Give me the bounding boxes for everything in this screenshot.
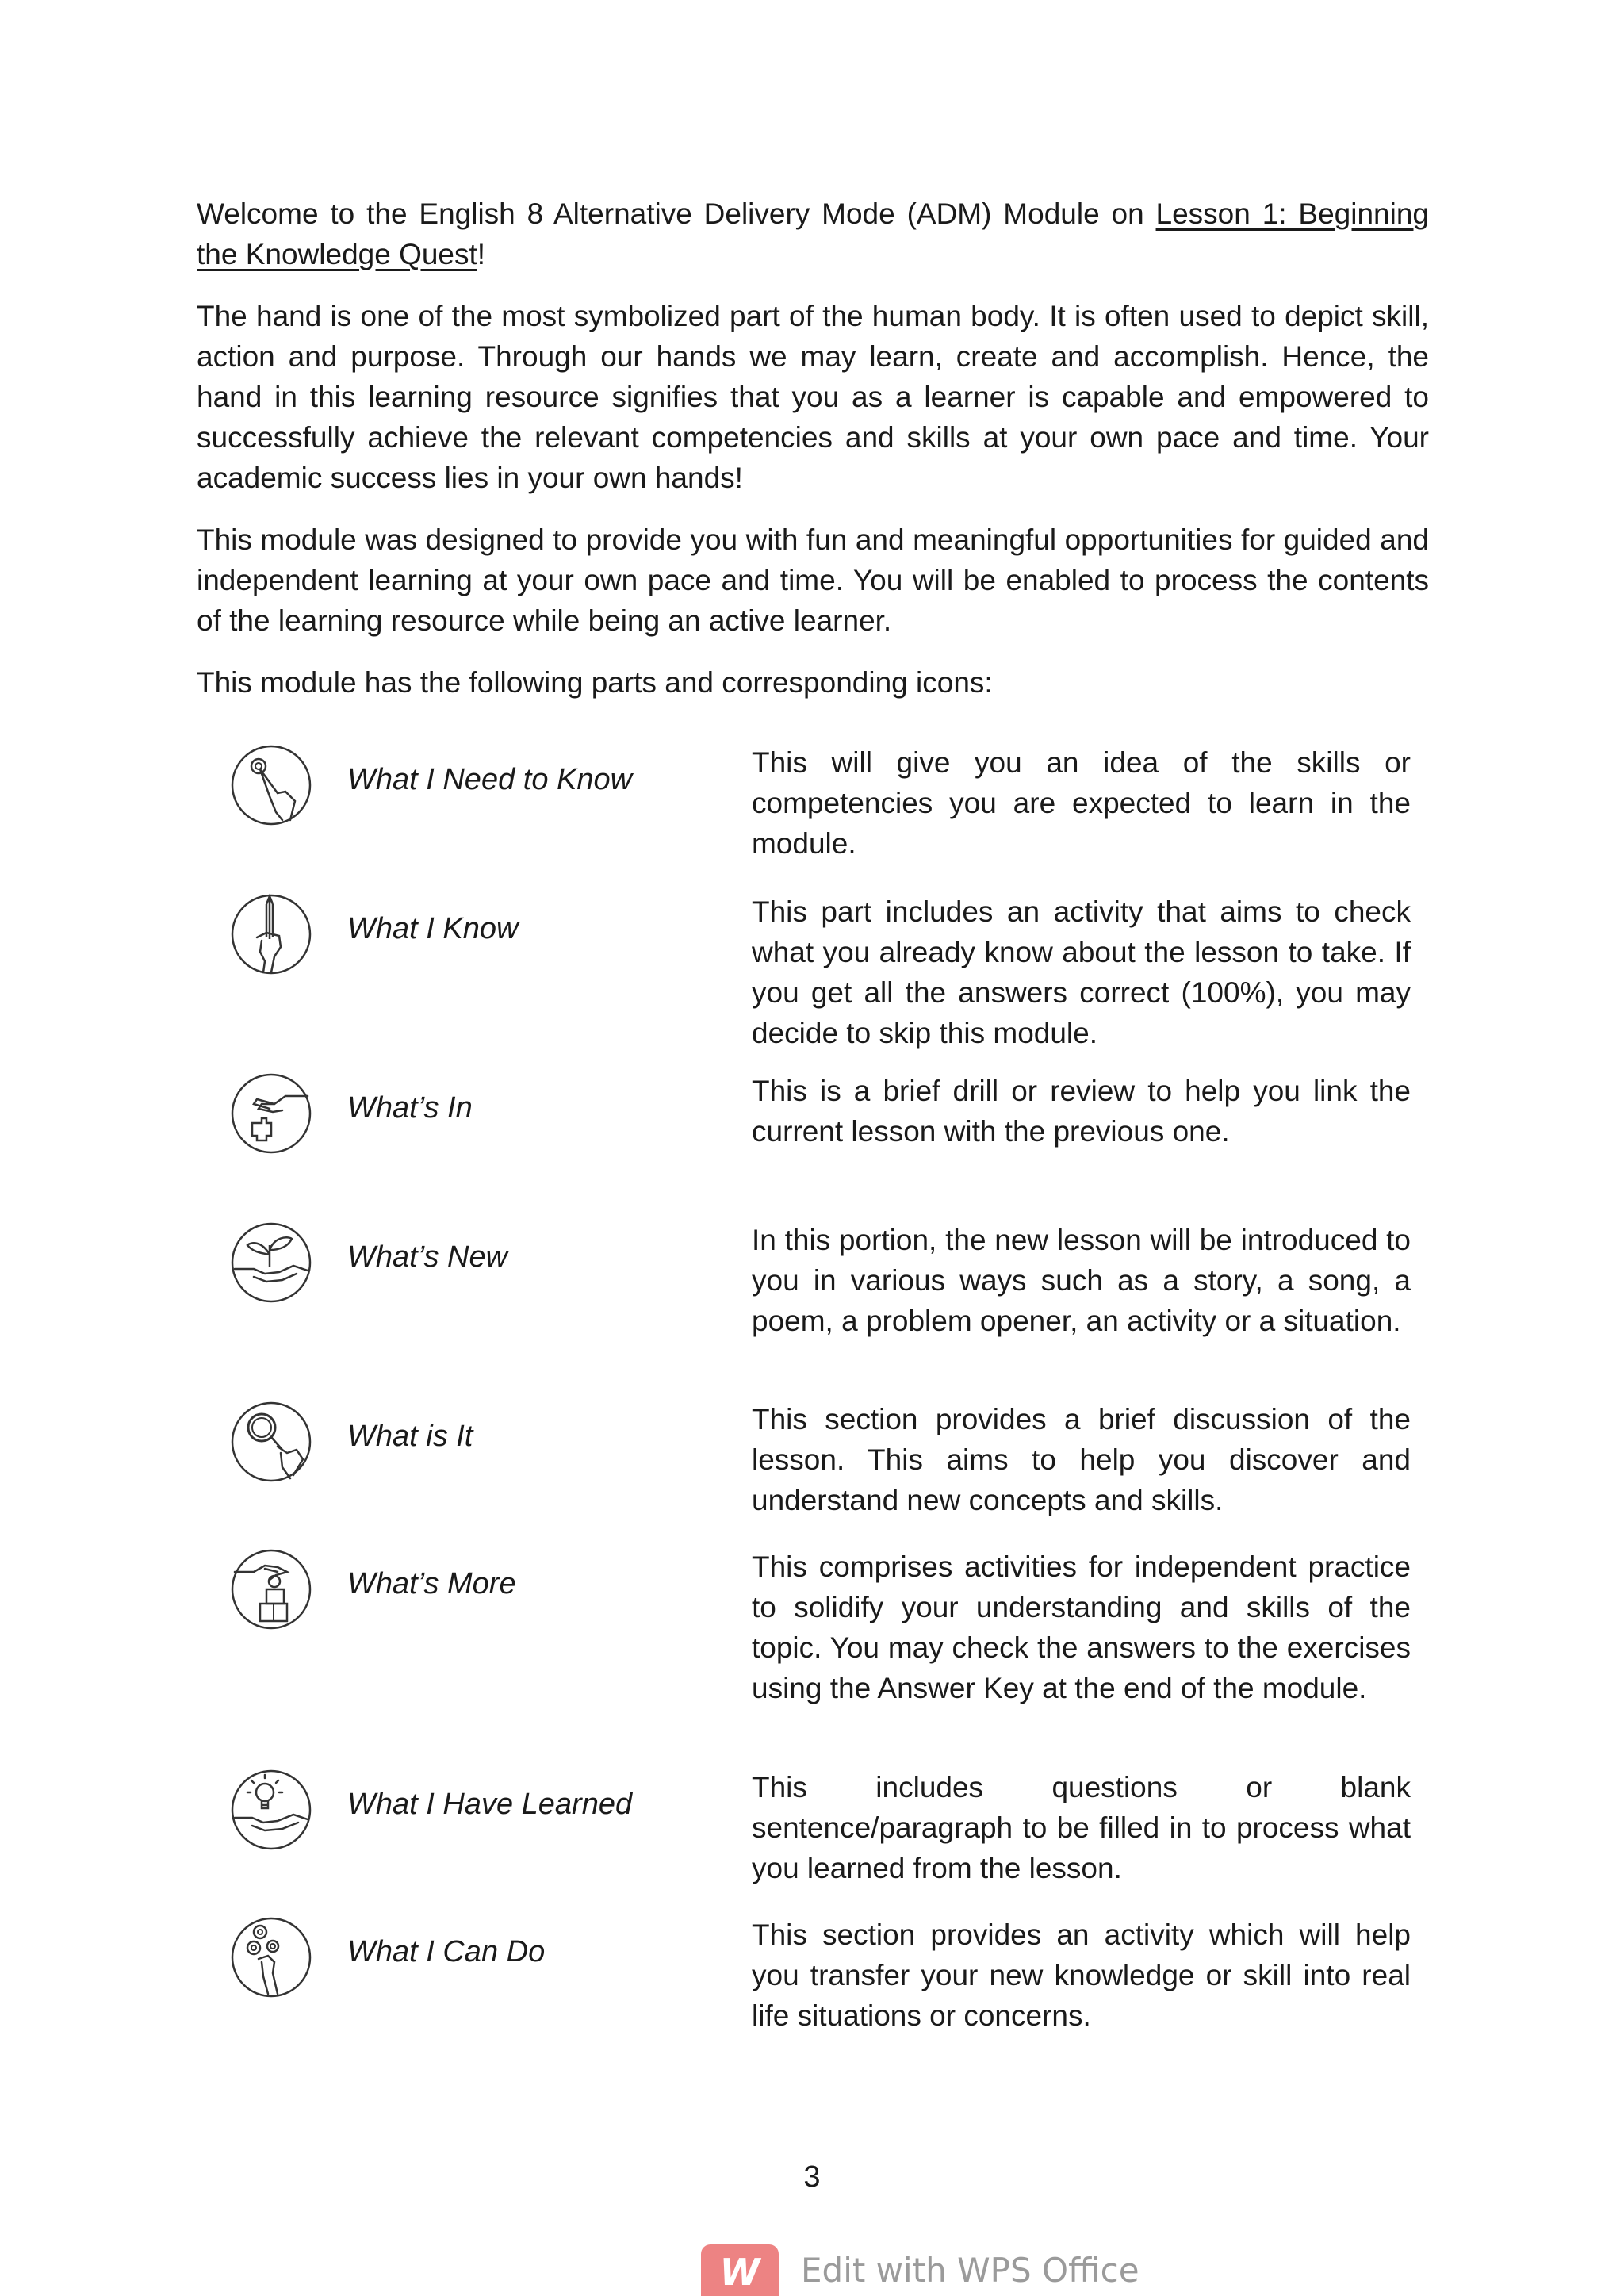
hand-stacking-blocks-icon	[230, 1548, 312, 1631]
wps-edit-label: Edit with WPS Office	[801, 2251, 1139, 2290]
wps-logo-icon	[701, 2244, 779, 2296]
intro-section	[197, 194, 1429, 724]
design-paragraph: This module was designed to provide you with fun and meaningful opportunities for guided and independent learning at your own pace and time. You will be enabled to process the contents of the learning resource while being an active learner.	[197, 523, 1429, 637]
part-title: What’s New	[347, 1240, 508, 1274]
welcome-suffix: !	[477, 238, 486, 270]
part-description: This will give you an idea of the skills or competencies you are expected to learn in the module.	[752, 746, 1411, 860]
hand-holding-pencil-icon	[230, 893, 312, 976]
pointing-hand-icon	[230, 744, 312, 826]
part-description: This section provides a brief discussion of the lesson. This aims to help you discover and understand new concepts and skills.	[752, 1403, 1411, 1516]
hand-with-magnifier-icon	[230, 1401, 312, 1483]
part-description: This includes questions or blank sentence/paragraph to be filled in to process what you learned from the lesson.	[752, 1771, 1411, 1884]
part-description: In this portion, the new lesson will be introduced to you in various ways such as a story, a song, a poem, a problem opener, an activity or a situation.	[752, 1224, 1411, 1337]
part-title: What’s In	[347, 1091, 473, 1125]
hand-paragraph: The hand is one of the most symbolized part of the human body. It is often used to depict skill, action and purpose. Through our hands we may learn, create and accomplish. Hence, the hand in this learning resource signifies that you as a learner is capable and empowered to successfully achieve the relevant competencies and skills at your own pace and time. Your academic success lies in your own hands!	[197, 300, 1429, 494]
part-title: What I Know	[347, 912, 519, 945]
part-title: What I Have Learned	[347, 1788, 633, 1821]
part-description: This section provides an activity which will help you transfer your new knowledge or skill into real life situations or concerns.	[752, 1918, 1411, 2032]
part-title: What is It	[347, 1420, 473, 1453]
wps-logo-mark: W	[719, 2251, 760, 2294]
part-description: This is a brief drill or review to help you link the current lesson with the previous one.	[752, 1075, 1411, 1148]
welcome-prefix: Welcome to the English 8 Alternative Delivery Mode (ADM) Module on	[197, 197, 1156, 230]
part-title: What I Can Do	[347, 1935, 546, 1968]
welcome-line	[197, 194, 1429, 274]
part-title: What I Need to Know	[347, 763, 633, 796]
page-number: 3	[803, 2160, 821, 2194]
hand-with-lightbulb-icon	[230, 1769, 312, 1851]
part-title: What’s More	[347, 1567, 516, 1600]
hand-with-sprout-icon	[230, 1221, 312, 1304]
parts-intro: This module has the following parts and corresponding icons:	[197, 666, 993, 699]
part-description: This comprises activities for independent practice to solidify your understanding and skills of the topic. You may check the answers to the exercises using the Answer Key at the end of the module.	[752, 1550, 1411, 1704]
part-description: This part includes an activity that aims to check what you already know about the lesson to take. If you get all the answers correct (100%), you may decide to skip this module.	[752, 895, 1411, 1049]
hand-with-puzzle-icon	[230, 1072, 312, 1155]
lesson-title-link: Lesson 1: Beginning the Knowledge Quest	[197, 197, 1429, 270]
hand-with-gears-icon	[230, 1916, 312, 1999]
wps-watermark	[701, 2244, 1139, 2296]
